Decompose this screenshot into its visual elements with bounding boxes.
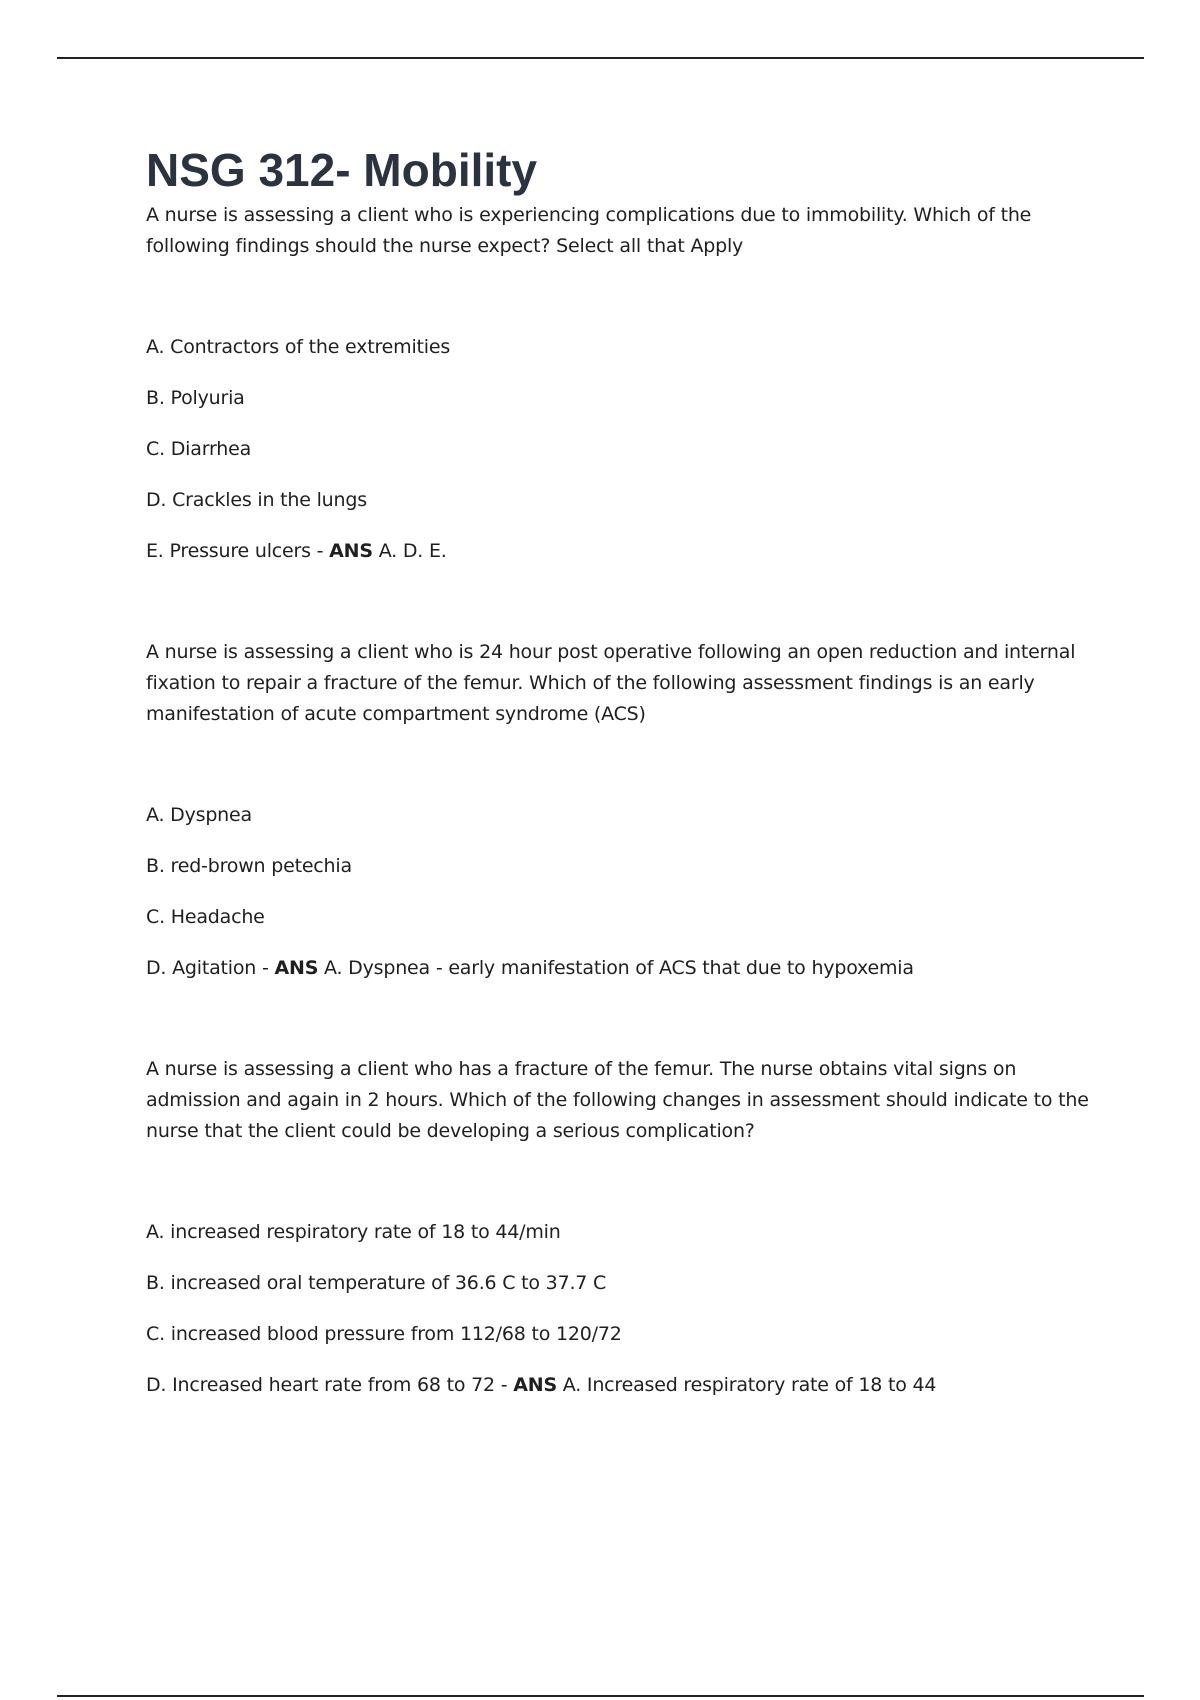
document-title: NSG 312- Mobility [146, 144, 538, 196]
option-b: B. Polyuria [146, 387, 245, 409]
option-c: C. Diarrhea [146, 438, 252, 460]
question-stem: A nurse is assessing a client who is experiencing complications due to immobility. Which of the following findings should the nurse expect? Select all that Apply [146, 204, 1032, 257]
option-a: A. Dyspnea [146, 804, 252, 826]
document-body [146, 140, 1096, 1398]
answer-text: A. Increased respiratory rate of 18 to 44 [556, 1374, 937, 1396]
answer-label: ANS [329, 540, 373, 562]
header-rule [57, 57, 1144, 59]
option-d-with-answer [146, 1372, 1096, 1398]
answer-text: A. D. E. [372, 540, 447, 562]
answer-label: ANS [513, 1374, 557, 1396]
footer-rule [57, 1695, 1144, 1697]
option-c: C. Headache [146, 906, 265, 928]
option-a: A. Contractors of the extremities [146, 336, 451, 358]
option-c: C. increased blood pressure from 112/68 to 120/72 [146, 1323, 622, 1345]
answer-text: A. Dyspnea - early manifestation of ACS that due to hypoxemia [318, 957, 914, 979]
question-1 [146, 200, 1096, 564]
option-list [146, 1219, 1096, 1398]
question-stem: A nurse is assessing a client who is 24 hour post operative following an open reduction and internal fixation to repair a fracture of the femur. Which of the following assessment findings is an early manifestation of acute compartment syndrome (ACS) [146, 641, 1076, 725]
option-a: A. increased respiratory rate of 18 to 44/min [146, 1221, 561, 1243]
option-b: B. increased oral temperature of 36.6 C to 37.7 C [146, 1272, 607, 1294]
question-2 [146, 637, 1096, 981]
option-d: D. Increased heart rate from 68 to 72 - [146, 1374, 514, 1396]
option-list [146, 334, 1096, 564]
option-d-with-answer [146, 955, 1096, 981]
option-d: D. Crackles in the lungs [146, 489, 367, 511]
answer-label: ANS [274, 957, 319, 979]
option-list [146, 802, 1096, 981]
option-e-with-answer [146, 538, 1096, 564]
question-stem: A nurse is assessing a client who has a fracture of the femur. The nurse obtains vital signs on admission and again in 2 hours. Which of the following changes in assessment should indicate to the nurse that the client could be developing a serious complication? [146, 1058, 1089, 1142]
option-b: B. red-brown petechia [146, 855, 352, 877]
option-e: E. Pressure ulcers - [146, 540, 330, 562]
question-3 [146, 1054, 1096, 1398]
option-d: D. Agitation - [146, 957, 275, 979]
